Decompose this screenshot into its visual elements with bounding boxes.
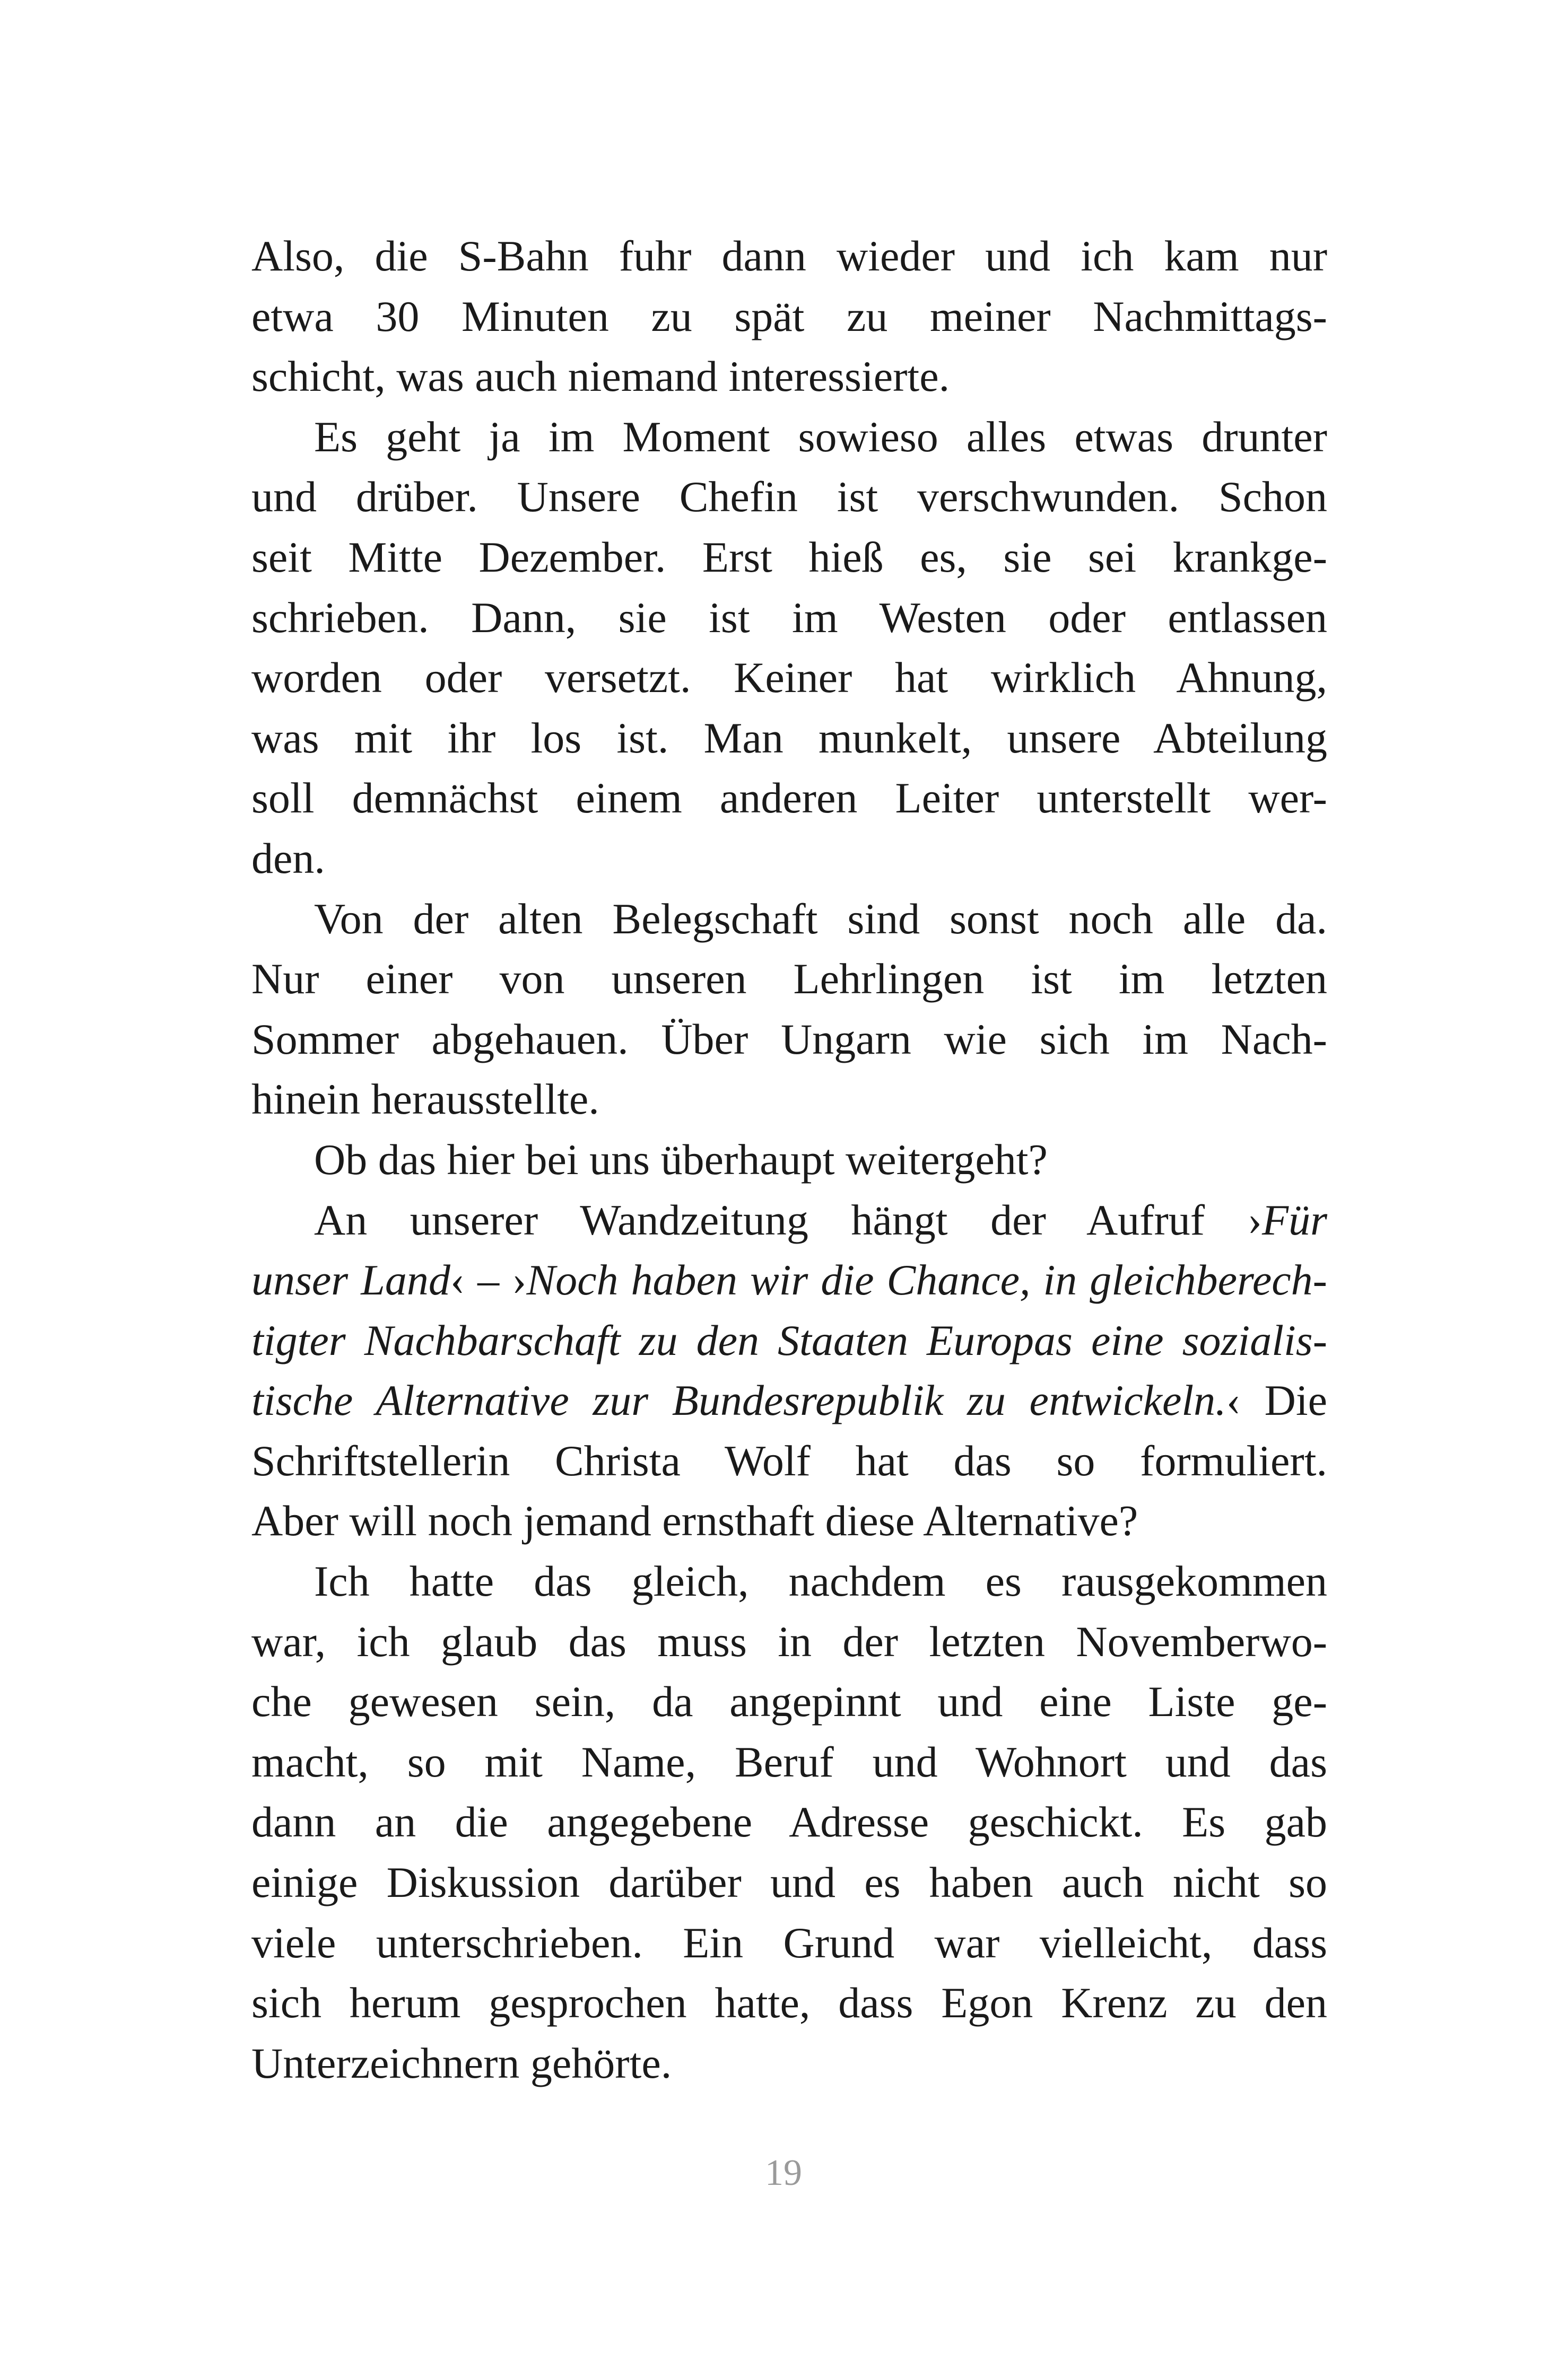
paragraph-5 <box>251 1190 1327 1552</box>
line-text: ‹ – › <box>450 1256 527 1305</box>
text-line: macht, so mit Name, Beruf und Wohnort und das <box>251 1737 1327 1786</box>
text-line: Es geht ja im Moment sowieso alles etwas drunter <box>314 412 1327 461</box>
line-italic: unser Land <box>251 1256 450 1305</box>
text-line: den. <box>251 834 325 882</box>
text-line: Unterzeichnern gehörte. <box>251 2038 672 2087</box>
text-line <box>251 1250 1327 1310</box>
line-text: ‹ Die <box>1226 1376 1328 1425</box>
text-line: etwa 30 Minuten zu spät zu meiner Nachmittags- <box>251 292 1327 340</box>
text-line: Von der alten Belegschaft sind sonst noch alle da. <box>314 894 1327 943</box>
text-line: hinein herausstellte. <box>251 1075 599 1124</box>
paragraph-4 <box>251 1130 1327 1190</box>
paragraph-1 <box>251 226 1327 407</box>
line-italic: Für <box>1262 1195 1327 1244</box>
paragraph-2 <box>251 407 1327 889</box>
text-line: schrieben. Dann, sie ist im Westen oder entlassen <box>251 593 1327 642</box>
text-line: che gewesen sein, da angepinnt und eine Liste ge- <box>251 1677 1327 1726</box>
line-text: An unserer Wandzeitung hängt der Aufruf › <box>314 1195 1262 1244</box>
text-line: war, ich glaub das muss in der letzten Novemberwo- <box>251 1617 1327 1666</box>
text-line: Ob das hier bei uns überhaupt weitergeht? <box>314 1135 1048 1184</box>
text-line <box>251 1310 1327 1371</box>
text-line: schicht, was auch niemand interessierte. <box>251 352 950 401</box>
text-line: Also, die S-Bahn fuhr dann wieder und ich kam nur <box>251 232 1327 280</box>
text-line: sich herum gesprochen hatte, dass Egon Krenz zu den <box>251 1979 1327 2027</box>
text-line: viele unterschrieben. Ein Grund war vielleicht, dass <box>251 1918 1327 1967</box>
text-line: Sommer abgehauen. Über Ungarn wie sich im Nach- <box>251 1014 1327 1063</box>
text-line <box>251 1190 1327 1250</box>
text-line: Ich hatte das gleich, nachdem es rausgekommen <box>314 1557 1327 1606</box>
page-number: 19 <box>765 2152 802 2193</box>
line-italic: Noch haben wir die Chance, in gleichberech- <box>526 1256 1327 1305</box>
paragraph-6 <box>251 1551 1327 2093</box>
text-line: was mit ihr los ist. Man munkelt, unsere Abteilung <box>251 713 1327 762</box>
text-line: Aber will noch jemand ernsthaft diese Alternative? <box>251 1497 1138 1545</box>
text-line: dann an die angegebene Adresse geschickt. Es gab <box>251 1798 1327 1847</box>
text-line: worden oder versetzt. Keiner hat wirklich Ahnung, <box>251 653 1327 702</box>
text-line: und drüber. Unsere Chefin ist verschwunden. Schon <box>251 472 1327 521</box>
text-line: Schriftstellerin Christa Wolf hat das so formuliert. <box>251 1436 1327 1485</box>
text-line: Nur einer von unseren Lehrlingen ist im letzten <box>251 955 1327 1003</box>
text-line: soll demnächst einem anderen Leiter unterstellt wer- <box>251 774 1327 822</box>
text-line: seit Mitte Dezember. Erst hieß es, sie sei krankge- <box>251 532 1327 581</box>
body-text <box>251 226 1327 2093</box>
line-italic: tische Alternative zur Bundesrepublik zu entwickeln. <box>251 1376 1226 1425</box>
paragraph-3 <box>251 889 1327 1130</box>
line-italic: tigter Nachbarschaft zu den Staaten Europas eine sozialis- <box>251 1316 1327 1364</box>
text-line: einige Diskussion darüber und es haben auch nicht so <box>251 1858 1327 1907</box>
text-line <box>251 1370 1327 1431</box>
